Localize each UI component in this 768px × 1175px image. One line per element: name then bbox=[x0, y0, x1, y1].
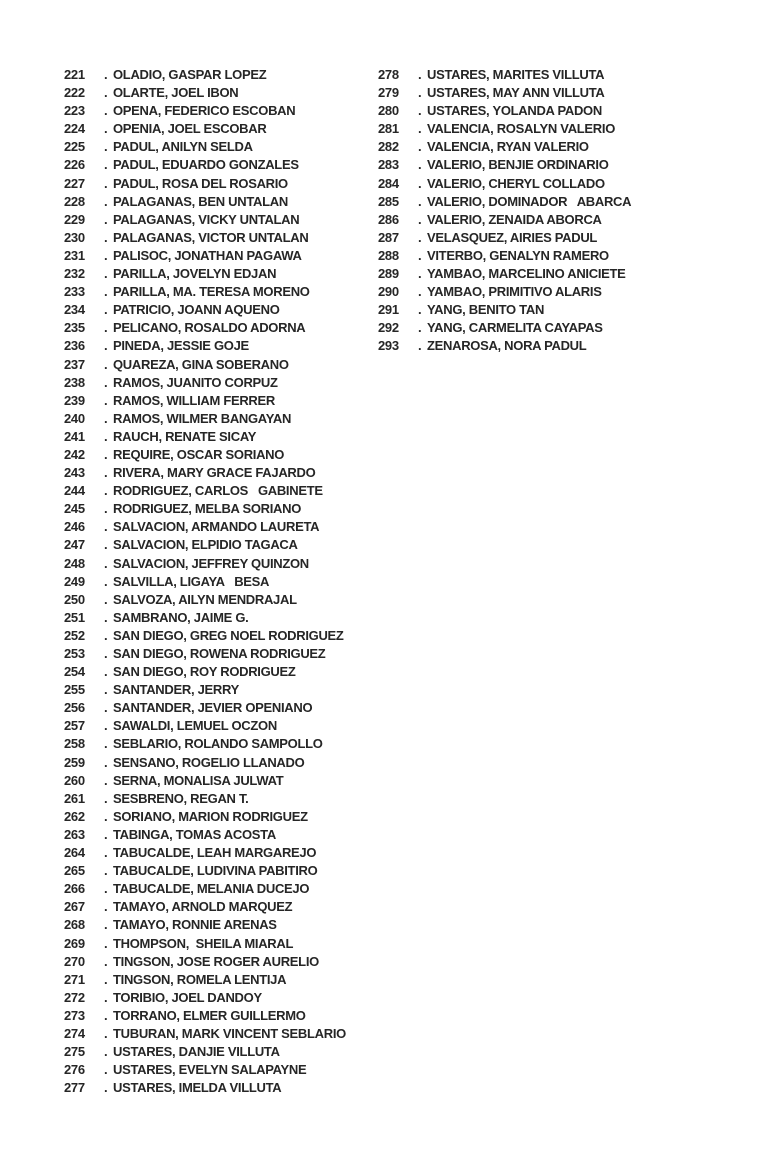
entry-name: OLARTE, JOEL IBON bbox=[113, 85, 239, 101]
entry-number: 291 bbox=[378, 302, 399, 318]
entry-separator: . bbox=[104, 953, 108, 969]
entry-name: RODRIGUEZ, MELBA SORIANO bbox=[113, 501, 302, 517]
list-item bbox=[64, 880, 346, 898]
entry-separator: . bbox=[104, 863, 108, 879]
entry-separator: . bbox=[104, 845, 108, 861]
entry-number: 262 bbox=[64, 808, 85, 824]
entry-name: TUBURAN, MARK VINCENT SEBLARIO bbox=[113, 1025, 346, 1041]
entry-number: 239 bbox=[64, 392, 85, 408]
list-item bbox=[64, 428, 346, 446]
list-item bbox=[378, 120, 631, 138]
entry-number: 240 bbox=[64, 410, 85, 426]
entry-number: 229 bbox=[64, 211, 85, 227]
list-item bbox=[64, 211, 346, 229]
entry-number: 273 bbox=[64, 1007, 85, 1023]
entry-name: VALERIO, DOMINADOR ABARCA bbox=[427, 193, 632, 209]
entry-number: 289 bbox=[378, 266, 399, 282]
entry-name: OLADIO, GASPAR LOPEZ bbox=[113, 67, 267, 82]
entry-number: 249 bbox=[64, 573, 85, 589]
entry-name: VITERBO, GENALYN RAMERO bbox=[427, 247, 609, 263]
entry-number: 251 bbox=[64, 609, 85, 625]
entry-separator: . bbox=[104, 718, 108, 734]
entry-number: 277 bbox=[64, 1080, 85, 1096]
list-item bbox=[64, 609, 346, 627]
entry-separator: . bbox=[104, 682, 108, 698]
entry-name: TINGSON, JOSE ROGER AURELIO bbox=[113, 953, 319, 969]
entry-number: 275 bbox=[64, 1044, 85, 1060]
list-item bbox=[64, 464, 346, 482]
entry-name: USTARES, YOLANDA PADON bbox=[427, 103, 602, 119]
entry-name: VELASQUEZ, AIRIES PADUL bbox=[427, 229, 598, 245]
entry-separator: . bbox=[104, 664, 108, 680]
entry-name: YAMBAO, MARCELINO ANICIETE bbox=[427, 266, 626, 282]
name-list-column-right bbox=[378, 66, 631, 356]
entry-name: PARILLA, JOVELYN EDJAN bbox=[113, 266, 277, 282]
entry-number: 241 bbox=[64, 428, 85, 444]
entry-number: 292 bbox=[378, 320, 399, 336]
entry-separator: . bbox=[104, 374, 108, 390]
list-item bbox=[64, 1061, 346, 1079]
list-item bbox=[378, 193, 631, 211]
entry-separator: . bbox=[418, 247, 422, 263]
list-item bbox=[378, 156, 631, 174]
list-item bbox=[64, 392, 346, 410]
list-item bbox=[64, 1043, 346, 1061]
list-item bbox=[64, 735, 346, 753]
entry-separator: . bbox=[104, 700, 108, 716]
list-item bbox=[64, 754, 346, 772]
entry-name: RAMOS, WILMER BANGAYAN bbox=[113, 410, 292, 426]
entry-name: USTARES, IMELDA VILLUTA bbox=[113, 1080, 282, 1096]
entry-separator: . bbox=[104, 917, 108, 933]
list-item bbox=[64, 573, 346, 591]
entry-name: RODRIGUEZ, CARLOS GABINETE bbox=[113, 483, 323, 499]
entry-separator: . bbox=[104, 826, 108, 842]
entry-name: SAN DIEGO, ROY RODRIGUEZ bbox=[113, 664, 296, 680]
entry-number: 248 bbox=[64, 555, 85, 571]
entry-separator: . bbox=[104, 754, 108, 770]
entry-separator: . bbox=[104, 808, 108, 824]
entry-separator: . bbox=[104, 67, 108, 82]
list-item bbox=[378, 301, 631, 319]
entry-separator: . bbox=[104, 519, 108, 535]
entry-separator: . bbox=[418, 139, 422, 155]
entry-name: PADUL, ROSA DEL ROSARIO bbox=[113, 175, 288, 191]
entry-separator: . bbox=[104, 157, 108, 173]
entry-separator: . bbox=[104, 302, 108, 318]
entry-separator: . bbox=[104, 284, 108, 300]
entry-name: VALERIO, BENJIE ORDINARIO bbox=[427, 157, 609, 173]
entry-number: 287 bbox=[378, 229, 399, 245]
list-item bbox=[64, 1025, 346, 1043]
entry-separator: . bbox=[104, 1062, 108, 1078]
list-item bbox=[64, 790, 346, 808]
entry-separator: . bbox=[104, 537, 108, 553]
entry-name: TAMAYO, RONNIE ARENAS bbox=[113, 917, 277, 933]
list-item bbox=[378, 66, 631, 84]
entry-separator: . bbox=[104, 410, 108, 426]
entry-number: 231 bbox=[64, 247, 85, 263]
entry-name: SORIANO, MARION RODRIGUEZ bbox=[113, 808, 308, 824]
list-item bbox=[64, 518, 346, 536]
list-item bbox=[64, 374, 346, 392]
entry-name: YAMBAO, PRIMITIVO ALARIS bbox=[427, 284, 602, 300]
entry-name: RIVERA, MARY GRACE FAJARDO bbox=[113, 465, 316, 481]
list-item bbox=[64, 971, 346, 989]
entry-name: TABINGA, TOMAS ACOSTA bbox=[113, 826, 276, 842]
entry-separator: . bbox=[104, 139, 108, 155]
entry-separator: . bbox=[104, 85, 108, 101]
entry-name: VALERIO, ZENAIDA ABORCA bbox=[427, 211, 602, 227]
entry-separator: . bbox=[104, 881, 108, 897]
entry-separator: . bbox=[104, 790, 108, 806]
list-item bbox=[64, 989, 346, 1007]
entry-name: YANG, CARMELITA CAYAPAS bbox=[427, 320, 603, 336]
entry-name: QUAREZA, GINA SOBERANO bbox=[113, 356, 289, 372]
list-item bbox=[64, 645, 346, 663]
list-item bbox=[64, 301, 346, 319]
list-item bbox=[64, 175, 346, 193]
entry-number: 223 bbox=[64, 103, 85, 119]
entry-number: 271 bbox=[64, 971, 85, 987]
list-item bbox=[64, 283, 346, 301]
entry-separator: . bbox=[418, 121, 422, 137]
entry-separator: . bbox=[104, 736, 108, 752]
list-item bbox=[64, 446, 346, 464]
entry-number: 232 bbox=[64, 266, 85, 282]
list-item bbox=[64, 663, 346, 681]
entry-number: 245 bbox=[64, 501, 85, 517]
entry-number: 234 bbox=[64, 302, 85, 318]
entry-name: PADUL, EDUARDO GONZALES bbox=[113, 157, 299, 173]
entry-separator: . bbox=[418, 320, 422, 336]
name-list-column-left bbox=[64, 66, 346, 1097]
entry-number: 227 bbox=[64, 175, 85, 191]
entry-number: 236 bbox=[64, 338, 85, 354]
entry-separator: . bbox=[418, 175, 422, 191]
entry-name: THOMPSON, SHEILA MIARAL bbox=[113, 935, 294, 951]
entry-separator: . bbox=[418, 85, 422, 101]
entry-number: 228 bbox=[64, 193, 85, 209]
entry-number: 243 bbox=[64, 465, 85, 481]
entry-number: 238 bbox=[64, 374, 85, 390]
entry-number: 242 bbox=[64, 446, 85, 462]
list-item bbox=[64, 356, 346, 374]
entry-number: 252 bbox=[64, 627, 85, 643]
entry-number: 255 bbox=[64, 682, 85, 698]
entry-separator: . bbox=[104, 1044, 108, 1060]
list-item bbox=[378, 211, 631, 229]
entry-separator: . bbox=[418, 103, 422, 119]
list-item bbox=[64, 898, 346, 916]
entry-separator: . bbox=[104, 555, 108, 571]
entry-name: SAN DIEGO, ROWENA RODRIGUEZ bbox=[113, 646, 326, 661]
entry-number: 279 bbox=[378, 85, 399, 101]
entry-number: 293 bbox=[378, 338, 399, 354]
entry-number: 261 bbox=[64, 790, 85, 806]
entry-number: 282 bbox=[378, 139, 399, 155]
entry-separator: . bbox=[418, 211, 422, 227]
entry-separator: . bbox=[104, 501, 108, 517]
entry-separator: . bbox=[104, 1025, 108, 1041]
entry-separator: . bbox=[104, 247, 108, 263]
list-item bbox=[378, 102, 631, 120]
list-item bbox=[64, 247, 346, 265]
entry-number: 265 bbox=[64, 863, 85, 879]
list-item bbox=[64, 826, 346, 844]
entry-name: TAMAYO, ARNOLD MARQUEZ bbox=[113, 899, 293, 915]
entry-name: OPENIA, JOEL ESCOBAR bbox=[113, 121, 267, 137]
entry-number: 278 bbox=[378, 67, 399, 82]
list-item bbox=[64, 699, 346, 717]
entry-separator: . bbox=[104, 229, 108, 245]
entry-separator: . bbox=[104, 935, 108, 951]
entry-separator: . bbox=[104, 646, 108, 661]
list-item bbox=[64, 862, 346, 880]
list-item bbox=[64, 935, 346, 953]
entry-number: 250 bbox=[64, 591, 85, 607]
entry-number: 224 bbox=[64, 121, 85, 137]
list-item bbox=[64, 84, 346, 102]
entry-separator: . bbox=[104, 103, 108, 119]
list-item bbox=[378, 265, 631, 283]
list-item bbox=[378, 283, 631, 301]
entry-number: 274 bbox=[64, 1025, 85, 1041]
entry-name: TORIBIO, JOEL DANDOY bbox=[113, 989, 262, 1005]
entry-name: RAMOS, JUANITO CORPUZ bbox=[113, 374, 278, 390]
entry-number: 256 bbox=[64, 700, 85, 716]
entry-number: 257 bbox=[64, 718, 85, 734]
entry-separator: . bbox=[104, 609, 108, 625]
entry-name: SALVACION, ELPIDIO TAGACA bbox=[113, 537, 298, 553]
entry-separator: . bbox=[104, 591, 108, 607]
entry-number: 244 bbox=[64, 483, 85, 499]
entry-number: 222 bbox=[64, 85, 85, 101]
entry-name: SENSANO, ROGELIO LLANADO bbox=[113, 754, 305, 770]
entry-number: 280 bbox=[378, 103, 399, 119]
entry-name: OPENA, FEDERICO ESCOBAN bbox=[113, 103, 296, 119]
entry-name: YANG, BENITO TAN bbox=[427, 302, 545, 318]
entry-separator: . bbox=[104, 121, 108, 137]
entry-separator: . bbox=[104, 465, 108, 481]
entry-separator: . bbox=[104, 356, 108, 372]
entry-number: 237 bbox=[64, 356, 85, 372]
list-item bbox=[64, 555, 346, 573]
list-item bbox=[64, 156, 346, 174]
entry-number: 260 bbox=[64, 772, 85, 788]
entry-number: 290 bbox=[378, 284, 399, 300]
entry-number: 235 bbox=[64, 320, 85, 336]
entry-number: 288 bbox=[378, 247, 399, 263]
list-item bbox=[64, 120, 346, 138]
list-item bbox=[64, 844, 346, 862]
entry-name: SALVACION, ARMANDO LAURETA bbox=[113, 519, 320, 535]
entry-name: PATRICIO, JOANN AQUENO bbox=[113, 302, 280, 318]
entry-name: SALVOZA, AILYN MENDRAJAL bbox=[113, 591, 297, 607]
entry-name: SALVACION, JEFFREY QUINZON bbox=[113, 555, 309, 571]
entry-name: SANTANDER, JEVIER OPENIANO bbox=[113, 700, 313, 716]
list-item bbox=[64, 193, 346, 211]
list-item bbox=[378, 175, 631, 193]
entry-name: SEBLARIO, ROLANDO SAMPOLLO bbox=[113, 736, 323, 752]
list-item bbox=[64, 953, 346, 971]
entry-name: VALERIO, CHERYL COLLADO bbox=[427, 175, 605, 191]
entry-separator: . bbox=[104, 1007, 108, 1023]
entry-number: 276 bbox=[64, 1062, 85, 1078]
entry-name: TORRANO, ELMER GUILLERMO bbox=[113, 1007, 306, 1023]
entry-separator: . bbox=[418, 193, 422, 209]
list-item bbox=[64, 138, 346, 156]
list-item bbox=[378, 138, 631, 156]
entry-name: SESBRENO, REGAN T. bbox=[113, 790, 249, 806]
entry-separator: . bbox=[104, 211, 108, 227]
entry-name: TINGSON, ROMELA LENTIJA bbox=[113, 971, 287, 987]
entry-name: PALAGANAS, VICTOR UNTALAN bbox=[113, 229, 309, 245]
entry-number: 264 bbox=[64, 845, 85, 861]
entry-number: 283 bbox=[378, 157, 399, 173]
list-item bbox=[378, 84, 631, 102]
list-item bbox=[64, 717, 346, 735]
entry-name: PADUL, ANILYN SELDA bbox=[113, 139, 253, 155]
entry-separator: . bbox=[104, 193, 108, 209]
list-item bbox=[64, 1079, 346, 1097]
entry-number: 221 bbox=[64, 67, 85, 82]
entry-number: 267 bbox=[64, 899, 85, 915]
entry-number: 254 bbox=[64, 664, 85, 680]
entry-name: TABUCALDE, LUDIVINA PABITIRO bbox=[113, 863, 318, 879]
entry-name: USTARES, DANJIE VILLUTA bbox=[113, 1044, 280, 1060]
entry-name: SAMBRANO, JAIME G. bbox=[113, 609, 249, 625]
entry-separator: . bbox=[418, 302, 422, 318]
entry-separator: . bbox=[104, 483, 108, 499]
list-item bbox=[64, 536, 346, 554]
entry-name: RAMOS, WILLIAM FERRER bbox=[113, 392, 275, 408]
entry-name: PELICANO, ROSALDO ADORNA bbox=[113, 320, 306, 336]
list-item bbox=[64, 808, 346, 826]
entry-separator: . bbox=[104, 899, 108, 915]
entry-name: ZENAROSA, NORA PADUL bbox=[427, 338, 587, 354]
list-item bbox=[64, 627, 346, 645]
entry-separator: . bbox=[104, 175, 108, 191]
entry-number: 230 bbox=[64, 229, 85, 245]
list-item bbox=[64, 681, 346, 699]
list-item bbox=[64, 337, 346, 355]
entry-number: 286 bbox=[378, 211, 399, 227]
list-item bbox=[64, 229, 346, 247]
entry-number: 266 bbox=[64, 881, 85, 897]
list-item bbox=[64, 265, 346, 283]
entry-number: 270 bbox=[64, 953, 85, 969]
entry-separator: . bbox=[104, 428, 108, 444]
entry-separator: . bbox=[418, 284, 422, 300]
entry-separator: . bbox=[104, 1080, 108, 1096]
entry-name: PALISOC, JONATHAN PAGAWA bbox=[113, 247, 302, 263]
entry-separator: . bbox=[104, 772, 108, 788]
list-item bbox=[64, 500, 346, 518]
list-item bbox=[64, 591, 346, 609]
entry-name: TABUCALDE, LEAH MARGAREJO bbox=[113, 845, 317, 861]
entry-separator: . bbox=[104, 573, 108, 589]
entry-separator: . bbox=[104, 266, 108, 282]
entry-name: VALENCIA, RYAN VALERIO bbox=[427, 139, 589, 155]
entry-name: PINEDA, JESSIE GOJE bbox=[113, 338, 249, 354]
list-item bbox=[64, 1007, 346, 1025]
entry-name: PALAGANAS, BEN UNTALAN bbox=[113, 193, 288, 209]
entry-name: USTARES, MARITES VILLUTA bbox=[427, 67, 605, 82]
entry-name: RAUCH, RENATE SICAY bbox=[113, 428, 257, 444]
entry-number: 284 bbox=[378, 175, 399, 191]
list-item bbox=[378, 319, 631, 337]
entry-number: 285 bbox=[378, 193, 399, 209]
list-item bbox=[378, 247, 631, 265]
entry-separator: . bbox=[104, 446, 108, 462]
list-item bbox=[378, 229, 631, 247]
entry-name: SALVILLA, LIGAYA BESA bbox=[113, 573, 270, 589]
entry-number: 225 bbox=[64, 139, 85, 155]
entry-separator: . bbox=[418, 67, 422, 82]
entry-name: PALAGANAS, VICKY UNTALAN bbox=[113, 211, 300, 227]
list-item bbox=[64, 66, 346, 84]
entry-name: SERNA, MONALISA JULWAT bbox=[113, 772, 284, 788]
entry-number: 259 bbox=[64, 754, 85, 770]
entry-number: 226 bbox=[64, 157, 85, 173]
entry-name: TABUCALDE, MELANIA DUCEJO bbox=[113, 881, 310, 897]
entry-number: 246 bbox=[64, 519, 85, 535]
entry-number: 269 bbox=[64, 935, 85, 951]
entry-separator: . bbox=[104, 627, 108, 643]
entry-separator: . bbox=[104, 989, 108, 1005]
entry-name: PARILLA, MA. TERESA MORENO bbox=[113, 284, 310, 300]
entry-name: REQUIRE, OSCAR SORIANO bbox=[113, 446, 285, 462]
entry-number: 272 bbox=[64, 989, 85, 1005]
list-item bbox=[64, 102, 346, 120]
entry-number: 247 bbox=[64, 537, 85, 553]
entry-separator: . bbox=[104, 971, 108, 987]
entry-separator: . bbox=[104, 338, 108, 354]
entry-number: 263 bbox=[64, 826, 85, 842]
entry-name: USTARES, MAY ANN VILLUTA bbox=[427, 85, 605, 101]
entry-separator: . bbox=[418, 266, 422, 282]
entry-name: VALENCIA, ROSALYN VALERIO bbox=[427, 121, 616, 137]
entry-separator: . bbox=[418, 229, 422, 245]
entry-separator: . bbox=[104, 392, 108, 408]
entry-separator: . bbox=[418, 338, 422, 354]
entry-number: 281 bbox=[378, 121, 399, 137]
entry-separator: . bbox=[104, 320, 108, 336]
entry-number: 253 bbox=[64, 646, 85, 661]
entry-number: 233 bbox=[64, 284, 85, 300]
entry-name: SANTANDER, JERRY bbox=[113, 682, 239, 698]
entry-name: SAN DIEGO, GREG NOEL RODRIGUEZ bbox=[113, 627, 344, 643]
entry-number: 258 bbox=[64, 736, 85, 752]
entry-name: SAWALDI, LEMUEL OCZON bbox=[113, 718, 277, 734]
entry-number: 268 bbox=[64, 917, 85, 933]
list-item bbox=[378, 337, 631, 355]
list-item bbox=[64, 916, 346, 934]
list-item bbox=[64, 482, 346, 500]
list-item bbox=[64, 319, 346, 337]
list-item bbox=[64, 410, 346, 428]
entry-name: USTARES, EVELYN SALAPAYNE bbox=[113, 1062, 307, 1078]
list-item bbox=[64, 772, 346, 790]
entry-separator: . bbox=[418, 157, 422, 173]
